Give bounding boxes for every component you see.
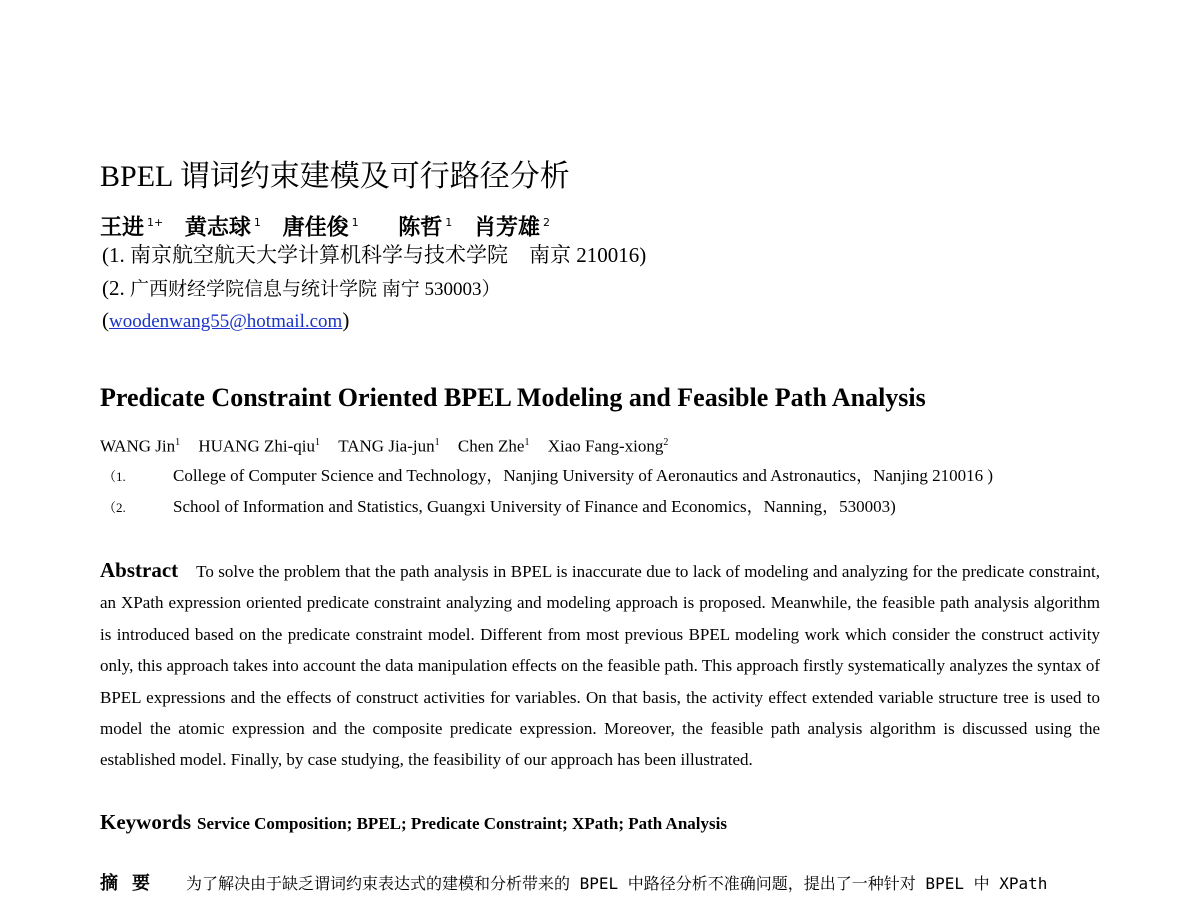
author-cn: 黄志球 $^1$ — [184, 215, 261, 241]
email-line: (woodenwang55@hotmail.com) — [102, 308, 350, 332]
english-abstract — [100, 555, 1100, 776]
author-en: Chen Zhe$^1$ — [457, 436, 530, 456]
chinese-author-list — [100, 208, 564, 243]
abstract-label: Abstract — [100, 558, 179, 582]
author-en: HUANG Zhi-qiu$^1$ — [198, 436, 320, 456]
author-cn: 王进 $^{1+}$ — [100, 215, 164, 241]
chinese-affiliation-2: (2. 广西财经学院信息与统计学院 南宁 530003） — [102, 276, 501, 300]
chinese-affiliation-1: (1. 南京航空航天大学计算机科学与技术学院 南京 210016) — [102, 243, 647, 267]
author-cn: 唐佳俊 $^1$ — [282, 215, 359, 241]
abstract-text: To solve the problem that the path analysis in BPEL is inaccurate due to lack of modeling and analyzing for the predicate constraint, an XPath expression oriented predicate constraint analyzing and modeling approach is proposed. Meanwhile, the feasible path analysis algorithm is introduced based on the predicate constraint model. Different from most previous BPEL modeling work which consider the construct activity only, this approach takes into account the data manipulation effects on the feasible path. This approach firstly systematically analyzes the syntax of BPEL expressions and the effects of construct activities for variables. On that basis, the activity effect extended variable structure tree is used to model the atomic expression and the composite predicate expression. Moreover, the feasible path analysis algorithm is discussed using the established model. Finally, by case studying, the feasibility of our approach has been illustrated. — [100, 562, 1100, 770]
english-affiliation-1: （1. College of Computer Science and Technology，Nanjing University of Aeronautics and Astronautics，Nanjing 210016 ) — [103, 466, 994, 485]
english-author-list — [100, 431, 682, 459]
author-en: Xiao Fang-xiong$^2$ — [547, 436, 669, 456]
keywords — [100, 808, 727, 838]
chinese-abstract-label: 摘要 — [100, 873, 164, 894]
author-en: WANG Jin$^1$ — [100, 436, 181, 456]
author-cn: 陈哲 $^1$ — [398, 215, 453, 241]
chinese-abstract — [100, 870, 1047, 898]
english-title: Predicate Constraint Oriented BPEL Modeling and Feasible Path Analysis — [100, 383, 926, 412]
keywords-text: Service Composition; BPEL; Predicate Constraint; XPath; Path Analysis — [197, 814, 727, 833]
chinese-title: BPEL 谓词约束建模及可行路径分析 — [100, 160, 570, 193]
english-affiliation-2: （2. School of Information and Statistics, Guangxi University of Finance and Economics，Nanning，530003) — [103, 497, 896, 516]
author-en: TANG Jia-jun$^1$ — [338, 436, 440, 456]
email-link[interactable]: woodenwang55@hotmail.com — [109, 311, 343, 332]
author-cn: 肖芳雄 $^2$ — [473, 215, 550, 241]
chinese-abstract-text: 为了解决由于缺乏谓词约束表达式的建模和分析带来的 BPEL 中路径分析不准确问题，提出了一种针对 BPEL 中 XPath — [186, 874, 1048, 893]
keywords-label: Keywords — [100, 810, 191, 834]
